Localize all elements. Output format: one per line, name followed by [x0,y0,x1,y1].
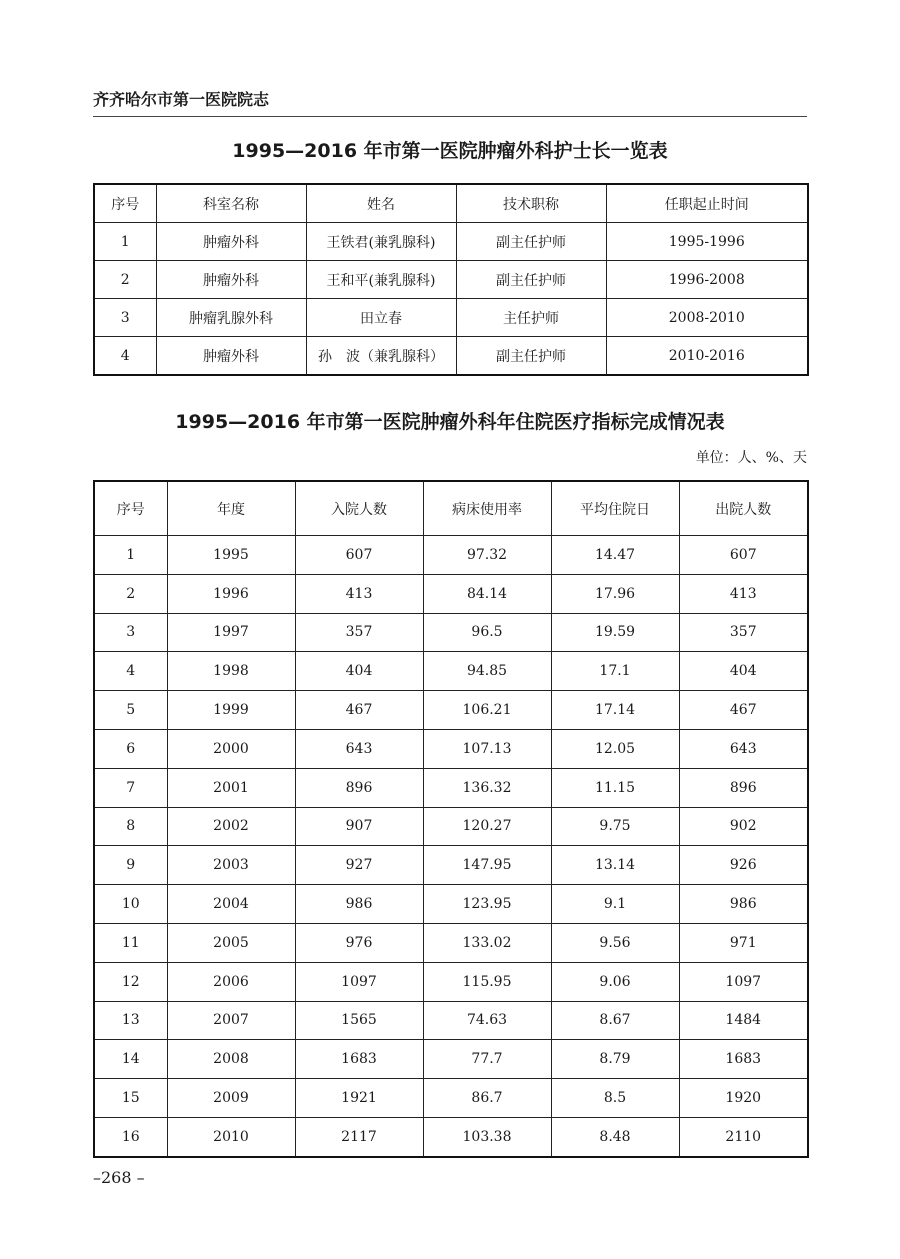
table-cell: 896 [295,768,423,807]
table-cell: 6 [94,729,167,768]
table2-header-row [94,481,808,536]
table-cell: 孙 波（兼乳腺科） [306,337,456,376]
table-cell: 9.1 [551,885,679,924]
table-cell: 971 [679,923,808,962]
table1-row [94,337,808,376]
table1-row [94,299,808,337]
table-cell: 2005 [167,923,295,962]
table-cell: 副主任护师 [456,223,606,261]
table-cell: 肿瘤外科 [156,337,306,376]
table-cell: 926 [679,846,808,885]
table-cell: 9 [94,846,167,885]
table-cell: 12 [94,962,167,1001]
table2-row [94,1117,808,1156]
table-cell: 1920 [679,1079,808,1118]
table-cell: 607 [679,536,808,575]
table-cell: 4 [94,337,156,376]
table1-header-row [94,184,808,223]
table2-row [94,923,808,962]
table-cell: 2010-2016 [606,337,808,376]
table2-row [94,807,808,846]
table-cell: 1683 [679,1040,808,1079]
table-cell: 田立春 [306,299,456,337]
table-cell: 907 [295,807,423,846]
table-cell: 986 [679,885,808,924]
table-cell: 94.85 [423,652,551,691]
book-title: 齐齐哈尔市第一医院院志 [93,90,270,109]
table-cell: 11 [94,923,167,962]
table-cell: 115.95 [423,962,551,1001]
table-cell: 84.14 [423,574,551,613]
table-cell: 2004 [167,885,295,924]
table-cell: 13.14 [551,846,679,885]
table-cell: 467 [295,691,423,730]
table-cell: 5 [94,691,167,730]
table2-row [94,729,808,768]
table-cell: 2008-2010 [606,299,808,337]
table-cell: 9.75 [551,807,679,846]
page-number: –268 – [93,1168,145,1187]
table2-col-header: 序号 [94,481,167,536]
table-cell: 副主任护师 [456,261,606,299]
table-cell: 2008 [167,1040,295,1079]
table-cell: 120.27 [423,807,551,846]
table-cell: 1097 [679,962,808,1001]
table-cell: 12.05 [551,729,679,768]
table-cell: 123.95 [423,885,551,924]
table-cell: 103.38 [423,1117,551,1156]
table-cell: 9.06 [551,962,679,1001]
table-cell: 11.15 [551,768,679,807]
table-cell: 1683 [295,1040,423,1079]
table-cell: 467 [679,691,808,730]
table-cell: 2007 [167,1001,295,1040]
table-cell: 404 [295,652,423,691]
table-cell: 1565 [295,1001,423,1040]
table2-row [94,536,808,575]
table-cell: 2010 [167,1117,295,1156]
table-cell: 肿瘤外科 [156,223,306,261]
table-cell: 19.59 [551,613,679,652]
table-cell: 643 [295,729,423,768]
table1-row [94,223,808,261]
table-cell: 16 [94,1117,167,1156]
table-cell: 14 [94,1040,167,1079]
table-cell: 主任护师 [456,299,606,337]
table-cell: 8.67 [551,1001,679,1040]
table-cell: 902 [679,807,808,846]
table2-col-header: 入院人数 [295,481,423,536]
table-cell: 86.7 [423,1079,551,1118]
table2-row [94,574,808,613]
table-cell: 404 [679,652,808,691]
table2-row [94,1001,808,1040]
table-cell: 96.5 [423,613,551,652]
table-cell: 2110 [679,1117,808,1156]
table-cell: 357 [679,613,808,652]
table-cell: 4 [94,652,167,691]
table-cell: 1 [94,536,167,575]
table-cell: 413 [295,574,423,613]
table-cell: 王铁君(兼乳腺科) [306,223,456,261]
table2-row [94,691,808,730]
table-cell: 14.47 [551,536,679,575]
table-cell: 413 [679,574,808,613]
table-cell: 3 [94,299,156,337]
table-cell: 1 [94,223,156,261]
table1-row [94,261,808,299]
table-cell: 77.7 [423,1040,551,1079]
table-cell: 1997 [167,613,295,652]
table1-col-header: 任职起止时间 [606,184,808,223]
table-cell: 2 [94,574,167,613]
table-cell: 2 [94,261,156,299]
table2-row [94,1040,808,1079]
table-cell: 74.63 [423,1001,551,1040]
table-cell: 2006 [167,962,295,1001]
inpatient-indicator-table [93,480,809,1158]
table2-row [94,1079,808,1118]
table1-title: 1995—2016 年市第一医院肿瘤外科护士长一览表 [232,140,668,162]
table-cell: 986 [295,885,423,924]
table-cell: 3 [94,613,167,652]
table2-row [94,962,808,1001]
table-cell: 1097 [295,962,423,1001]
table-cell: 1921 [295,1079,423,1118]
table-cell: 8.5 [551,1079,679,1118]
table-cell: 1999 [167,691,295,730]
table-cell: 2001 [167,768,295,807]
table-cell: 副主任护师 [456,337,606,376]
table2-col-header: 病床使用率 [423,481,551,536]
table1-col-header: 姓名 [306,184,456,223]
table1-col-header: 科室名称 [156,184,306,223]
table-cell: 8.79 [551,1040,679,1079]
table2-row [94,846,808,885]
table-cell: 927 [295,846,423,885]
table-cell: 97.32 [423,536,551,575]
table-cell: 643 [679,729,808,768]
table2-row [94,652,808,691]
table-cell: 2009 [167,1079,295,1118]
table-cell: 13 [94,1001,167,1040]
table2-unit-note: 单位：人、%、天 [695,450,807,466]
header-divider [93,116,807,117]
table2-col-header: 平均住院日 [551,481,679,536]
table-cell: 2003 [167,846,295,885]
table-cell: 976 [295,923,423,962]
table-cell: 136.32 [423,768,551,807]
head-nurse-table [93,183,809,376]
table-cell: 17.14 [551,691,679,730]
table-cell: 7 [94,768,167,807]
table2-row [94,768,808,807]
table-cell: 896 [679,768,808,807]
table-cell: 1995-1996 [606,223,808,261]
table-cell: 2000 [167,729,295,768]
table-cell: 357 [295,613,423,652]
table-cell: 2117 [295,1117,423,1156]
table-cell: 1996-2008 [606,261,808,299]
table2-col-header: 出院人数 [679,481,808,536]
table-cell: 17.96 [551,574,679,613]
table-cell: 9.56 [551,923,679,962]
table2-title: 1995—2016 年市第一医院肿瘤外科年住院医疗指标完成情况表 [175,411,725,433]
table-cell: 106.21 [423,691,551,730]
table-cell: 1995 [167,536,295,575]
table-cell: 147.95 [423,846,551,885]
table-cell: 1484 [679,1001,808,1040]
table1-col-header: 序号 [94,184,156,223]
table-cell: 8 [94,807,167,846]
table-cell: 607 [295,536,423,575]
table-cell: 10 [94,885,167,924]
table2-row [94,613,808,652]
table-cell: 王和平(兼乳腺科) [306,261,456,299]
table-cell: 1996 [167,574,295,613]
table-cell: 肿瘤乳腺外科 [156,299,306,337]
table2-col-header: 年度 [167,481,295,536]
table-cell: 107.13 [423,729,551,768]
table-cell: 1998 [167,652,295,691]
table-cell: 133.02 [423,923,551,962]
table-cell: 8.48 [551,1117,679,1156]
table-cell: 肿瘤外科 [156,261,306,299]
table-cell: 15 [94,1079,167,1118]
table-cell: 17.1 [551,652,679,691]
table-cell: 2002 [167,807,295,846]
table1-col-header: 技术职称 [456,184,606,223]
table2-row [94,885,808,924]
